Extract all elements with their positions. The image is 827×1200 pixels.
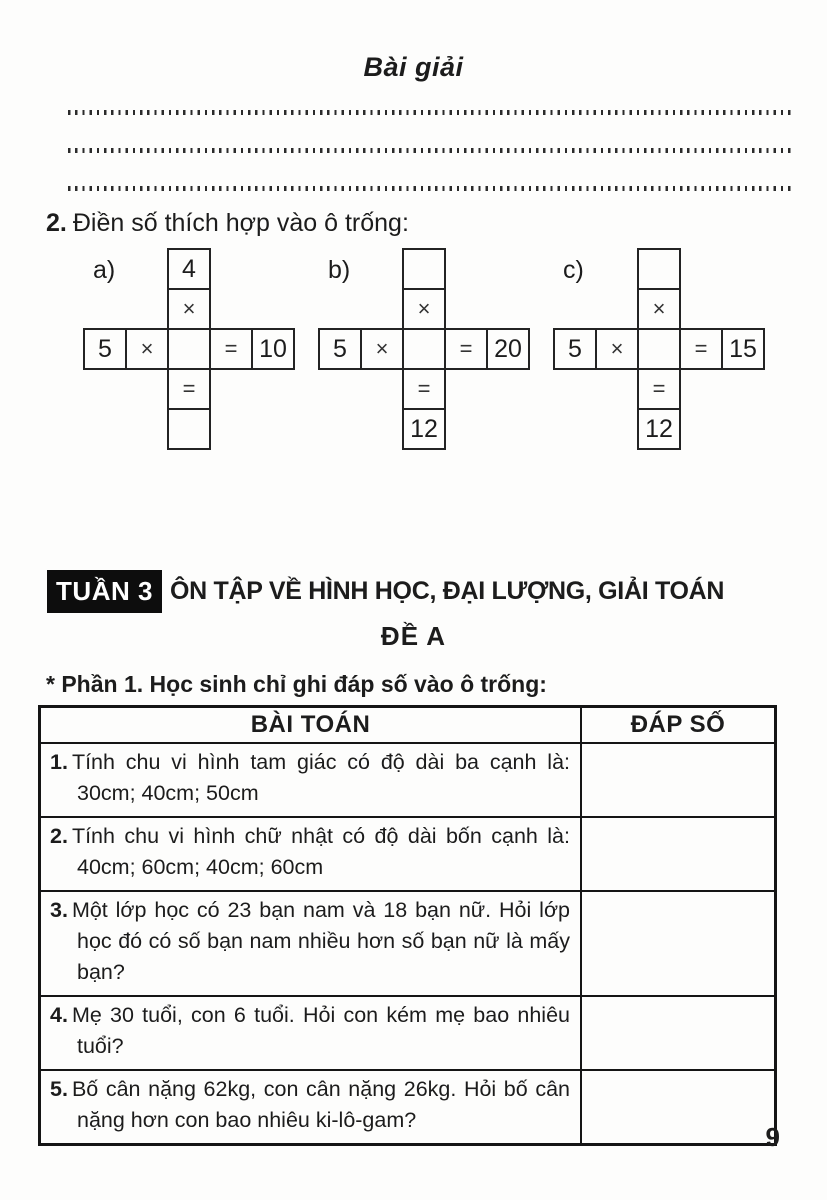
problem-text: Tính chu vi hình chữ nhật có độ dài bốn cạnh là: 40cm; 60cm; 40cm; 60cm [71, 824, 570, 879]
cross-left-operand: 5 [83, 328, 127, 370]
answer-table [38, 705, 777, 1146]
cross-result-cell: 10 [251, 328, 295, 370]
cross-row-equals: = [679, 328, 723, 370]
dotted-answer-line [68, 186, 792, 191]
cross-blank-cell [637, 328, 681, 370]
solution-heading: Bài giải [363, 52, 464, 82]
table-row-problem [41, 742, 582, 816]
answer-cell [582, 890, 774, 997]
cross-top-cell [402, 248, 446, 290]
diagram-label: c) [563, 256, 584, 284]
cross-row-equals: = [444, 328, 488, 370]
diagram-label: a) [93, 256, 116, 284]
column-header-problem: BÀI TOÁN [41, 708, 582, 742]
cross-multiply-cell: × [402, 288, 446, 330]
cross-bottom-cell [167, 408, 211, 450]
cross-row-multiply: × [360, 328, 404, 370]
answer-cell [582, 995, 774, 1071]
week-title: ÔN TẬP VỀ HÌNH HỌC, ĐẠI LƯỢNG, GIẢI TOÁN [170, 577, 725, 605]
multiplication-cross-b [318, 248, 530, 450]
exam-label: ĐỀ A [380, 621, 447, 651]
answer-cell [582, 742, 774, 818]
cross-equals-cell: = [402, 368, 446, 410]
table-row-problem [41, 816, 582, 890]
cross-row-equals: = [209, 328, 253, 370]
page-number: 9 [765, 1122, 780, 1152]
exercise2-number: 2. [46, 209, 67, 237]
answer-cell [582, 816, 774, 892]
cross-row-multiply: × [125, 328, 169, 370]
problem-text: Tính chu vi hình tam giác có độ dài ba cạnh là: 30cm; 40cm; 50cm [71, 750, 570, 805]
problem-number: 3. [50, 898, 68, 922]
problem-text: Mẹ 30 tuổi, con 6 tuổi. Hỏi con kém mẹ bao nhiêu tuổi? [71, 1003, 570, 1058]
cross-multiply-cell: × [637, 288, 681, 330]
cross-equals-cell: = [167, 368, 211, 410]
cross-result-cell: 15 [721, 328, 765, 370]
multiplication-cross-c [553, 248, 765, 450]
cross-left-operand: 5 [318, 328, 362, 370]
cross-row-multiply: × [595, 328, 639, 370]
table-row-problem [41, 1069, 582, 1143]
problem-number: 1. [50, 750, 68, 774]
exercise2-prompt-text: Điền số thích hợp vào ô trống: [72, 209, 409, 237]
dotted-answer-line [68, 110, 792, 115]
exercise2-prompt [46, 209, 409, 238]
diagram-label: b) [328, 256, 351, 284]
problem-number: 2. [50, 824, 68, 848]
cross-blank-cell [167, 328, 211, 370]
dotted-answer-line [68, 148, 792, 153]
cross-top-cell: 4 [167, 248, 211, 290]
cross-bottom-cell: 12 [637, 408, 681, 450]
cross-blank-cell [402, 328, 446, 370]
table-row-problem [41, 995, 582, 1069]
part1-heading: * Phần 1. Học sinh chỉ ghi đáp số vào ô trống: [46, 671, 547, 697]
problem-number: 4. [50, 1003, 68, 1027]
cross-left-operand: 5 [553, 328, 597, 370]
column-header-answer: ĐÁP SỐ [630, 711, 726, 738]
problem-text: Một lớp học có 23 bạn nam và 18 bạn nữ. Hỏi lớp học đó có số bạn nam nhiều hơn số bạn nữ là mấy bạn? [71, 898, 570, 984]
cross-result-cell: 20 [486, 328, 530, 370]
table-row-problem [41, 890, 582, 995]
multiplication-cross-a [83, 248, 295, 450]
cross-bottom-cell: 12 [402, 408, 446, 450]
cross-equals-cell: = [637, 368, 681, 410]
cross-top-cell [637, 248, 681, 290]
cross-multiply-cell: × [167, 288, 211, 330]
problem-text: Bố cân nặng 62kg, con cân nặng 26kg. Hỏi bố cân nặng hơn con bao nhiêu ki-lô-gam? [71, 1077, 570, 1132]
week-badge: TUẦN 3 [47, 570, 162, 613]
problem-number: 5. [50, 1077, 68, 1101]
